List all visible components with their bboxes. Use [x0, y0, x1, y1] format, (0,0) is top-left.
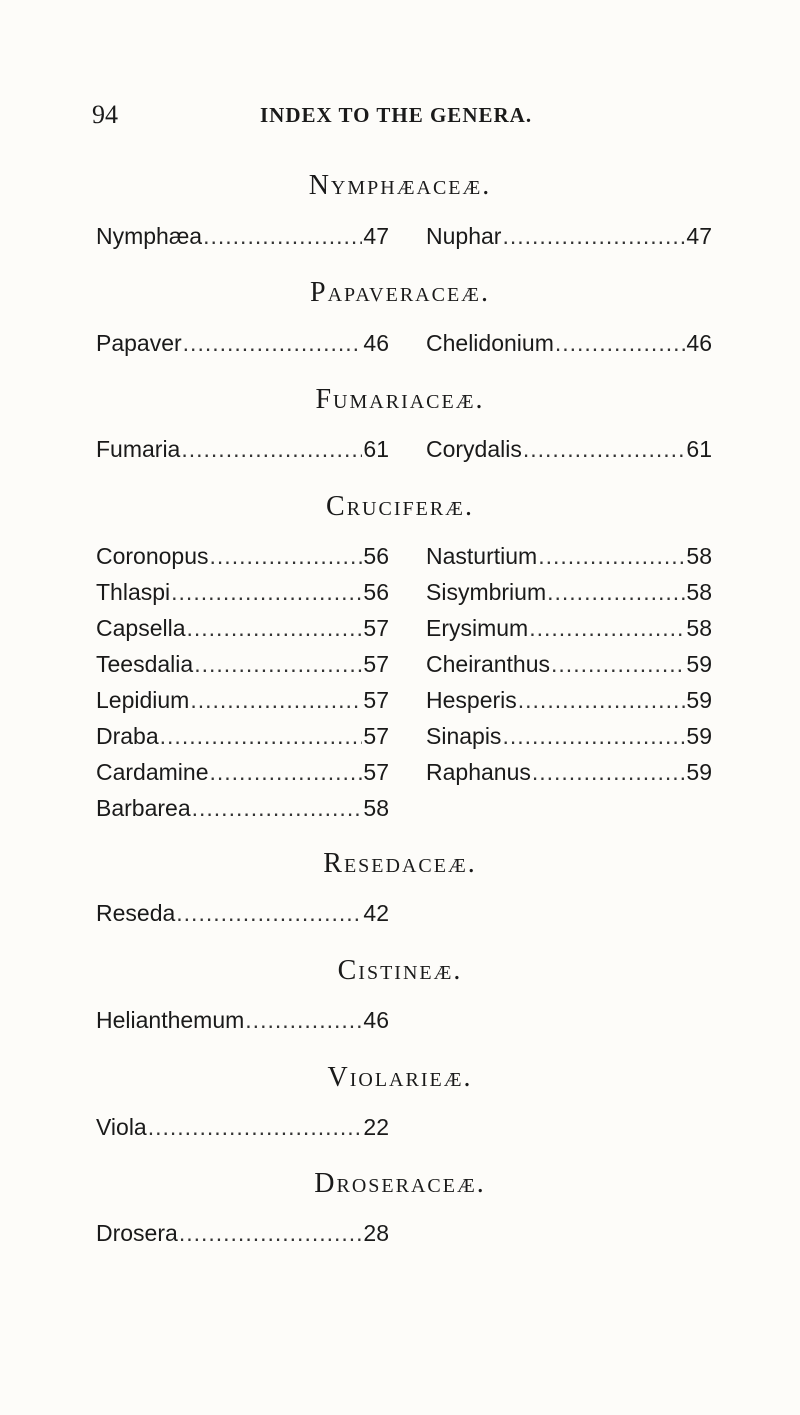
genus-entry — [426, 436, 712, 466]
page-header — [0, 100, 800, 140]
genus-page: 57 — [363, 723, 389, 749]
genus-name: Erysimum — [426, 615, 529, 641]
dot-leader — [179, 1220, 363, 1247]
dot-leader — [502, 723, 685, 750]
genus-entry — [426, 543, 712, 573]
genus-page: 56 — [363, 543, 389, 569]
genus-name: Nymphæa — [96, 223, 203, 249]
dot-leader — [190, 687, 362, 714]
genus-page: 47 — [363, 223, 389, 249]
genus-name: Nasturtium — [426, 543, 538, 569]
family-heading: Droseraceæ. — [314, 1168, 486, 1199]
family-heading: Resedaceæ. — [323, 848, 477, 879]
genus-name: Capsella — [96, 615, 186, 641]
genus-entry — [96, 900, 389, 930]
dot-leader — [181, 436, 362, 463]
genus-name: Drosera — [96, 1220, 178, 1246]
dot-leader — [551, 651, 685, 678]
genus-entry — [96, 795, 389, 825]
genus-entry — [96, 723, 389, 753]
genus-entry — [96, 759, 389, 789]
genus-page: 57 — [363, 615, 389, 641]
dot-leader — [210, 759, 363, 786]
genus-name: Thlaspi — [96, 579, 171, 605]
dot-leader — [183, 330, 363, 357]
genus-name: Teesdalia — [96, 651, 194, 677]
genus-page: 46 — [686, 330, 712, 356]
family-heading: Fumariaceæ. — [315, 384, 485, 415]
dot-leader — [187, 615, 363, 642]
genus-page: 61 — [363, 436, 389, 462]
genus-entry — [96, 1007, 389, 1037]
genus-name: Fumaria — [96, 436, 181, 462]
genus-name: Lepidium — [96, 687, 190, 713]
genus-page: 28 — [363, 1220, 389, 1246]
genus-entry — [426, 615, 712, 645]
genus-entry — [96, 223, 389, 253]
dot-leader — [192, 795, 363, 822]
genus-name: Hesperis — [426, 687, 517, 713]
genus-entry — [96, 579, 389, 609]
family-heading: Cruciferæ. — [326, 491, 474, 522]
dot-leader — [160, 723, 363, 750]
genus-entry — [426, 223, 712, 253]
page-number: 94 — [92, 100, 118, 129]
genus-entry — [426, 687, 712, 717]
genus-entry — [426, 759, 712, 789]
genus-name: Reseda — [96, 900, 176, 926]
genus-page: 58 — [686, 579, 712, 605]
genus-entry — [96, 436, 389, 466]
genus-entry — [96, 330, 389, 360]
genus-name: Nuphar — [426, 223, 502, 249]
genus-name: Papaver — [96, 330, 182, 356]
genus-page: 57 — [363, 651, 389, 677]
dot-leader — [148, 1114, 363, 1141]
dot-leader — [555, 330, 686, 357]
genus-name: Draba — [96, 723, 159, 749]
genus-page: 58 — [686, 543, 712, 569]
genus-page: 59 — [686, 651, 712, 677]
genus-name: Chelidonium — [426, 330, 554, 356]
genus-entry — [96, 651, 389, 681]
genus-name: Raphanus — [426, 759, 531, 785]
dot-leader — [529, 615, 685, 642]
genus-entry — [426, 330, 712, 360]
dot-leader — [176, 900, 362, 927]
dot-leader — [203, 223, 362, 250]
genus-page: 22 — [363, 1114, 389, 1140]
genus-name: Barbarea — [96, 795, 191, 821]
family-heading: Cistineæ. — [337, 955, 463, 986]
genus-page: 59 — [686, 723, 712, 749]
family-heading: Papaveraceæ. — [310, 277, 490, 308]
dot-leader — [502, 223, 685, 250]
dot-leader — [547, 579, 685, 606]
genus-page: 57 — [363, 759, 389, 785]
genus-name: Coronopus — [96, 543, 209, 569]
genus-entry — [426, 651, 712, 681]
genus-page: 56 — [363, 579, 389, 605]
family-heading: Violarieæ. — [327, 1062, 473, 1093]
dot-leader — [538, 543, 685, 570]
genus-entry — [96, 615, 389, 645]
dot-leader — [245, 1007, 362, 1034]
genus-page: 59 — [686, 759, 712, 785]
genus-page: 46 — [363, 1007, 389, 1033]
genus-page: 59 — [686, 687, 712, 713]
genus-entry — [96, 1114, 389, 1144]
genus-name: Sinapis — [426, 723, 502, 749]
genus-name: Helianthemum — [96, 1007, 245, 1033]
dot-leader — [523, 436, 686, 463]
genus-name: Viola — [96, 1114, 147, 1140]
genus-page: 42 — [363, 900, 389, 926]
genus-entry — [426, 723, 712, 753]
genus-page: 47 — [686, 223, 712, 249]
genus-entry — [96, 1220, 389, 1250]
dot-leader — [532, 759, 686, 786]
dot-leader — [210, 543, 363, 570]
genus-name: Sisymbrium — [426, 579, 547, 605]
genus-name: Cardamine — [96, 759, 209, 785]
running-title: INDEX TO THE GENERA. — [260, 103, 533, 127]
dot-leader — [518, 687, 686, 714]
genus-entry — [96, 687, 389, 717]
genus-page: 61 — [686, 436, 712, 462]
genus-page: 57 — [363, 687, 389, 713]
dot-leader — [194, 651, 362, 678]
genus-name: Corydalis — [426, 436, 522, 462]
genus-page: 58 — [686, 615, 712, 641]
genus-page: 58 — [363, 795, 389, 821]
dot-leader — [171, 579, 362, 606]
genus-entry — [426, 579, 712, 609]
genus-entry — [96, 543, 389, 573]
genus-page: 46 — [363, 330, 389, 356]
genus-name: Cheiranthus — [426, 651, 551, 677]
family-heading: Nymphæaceæ. — [308, 170, 492, 201]
